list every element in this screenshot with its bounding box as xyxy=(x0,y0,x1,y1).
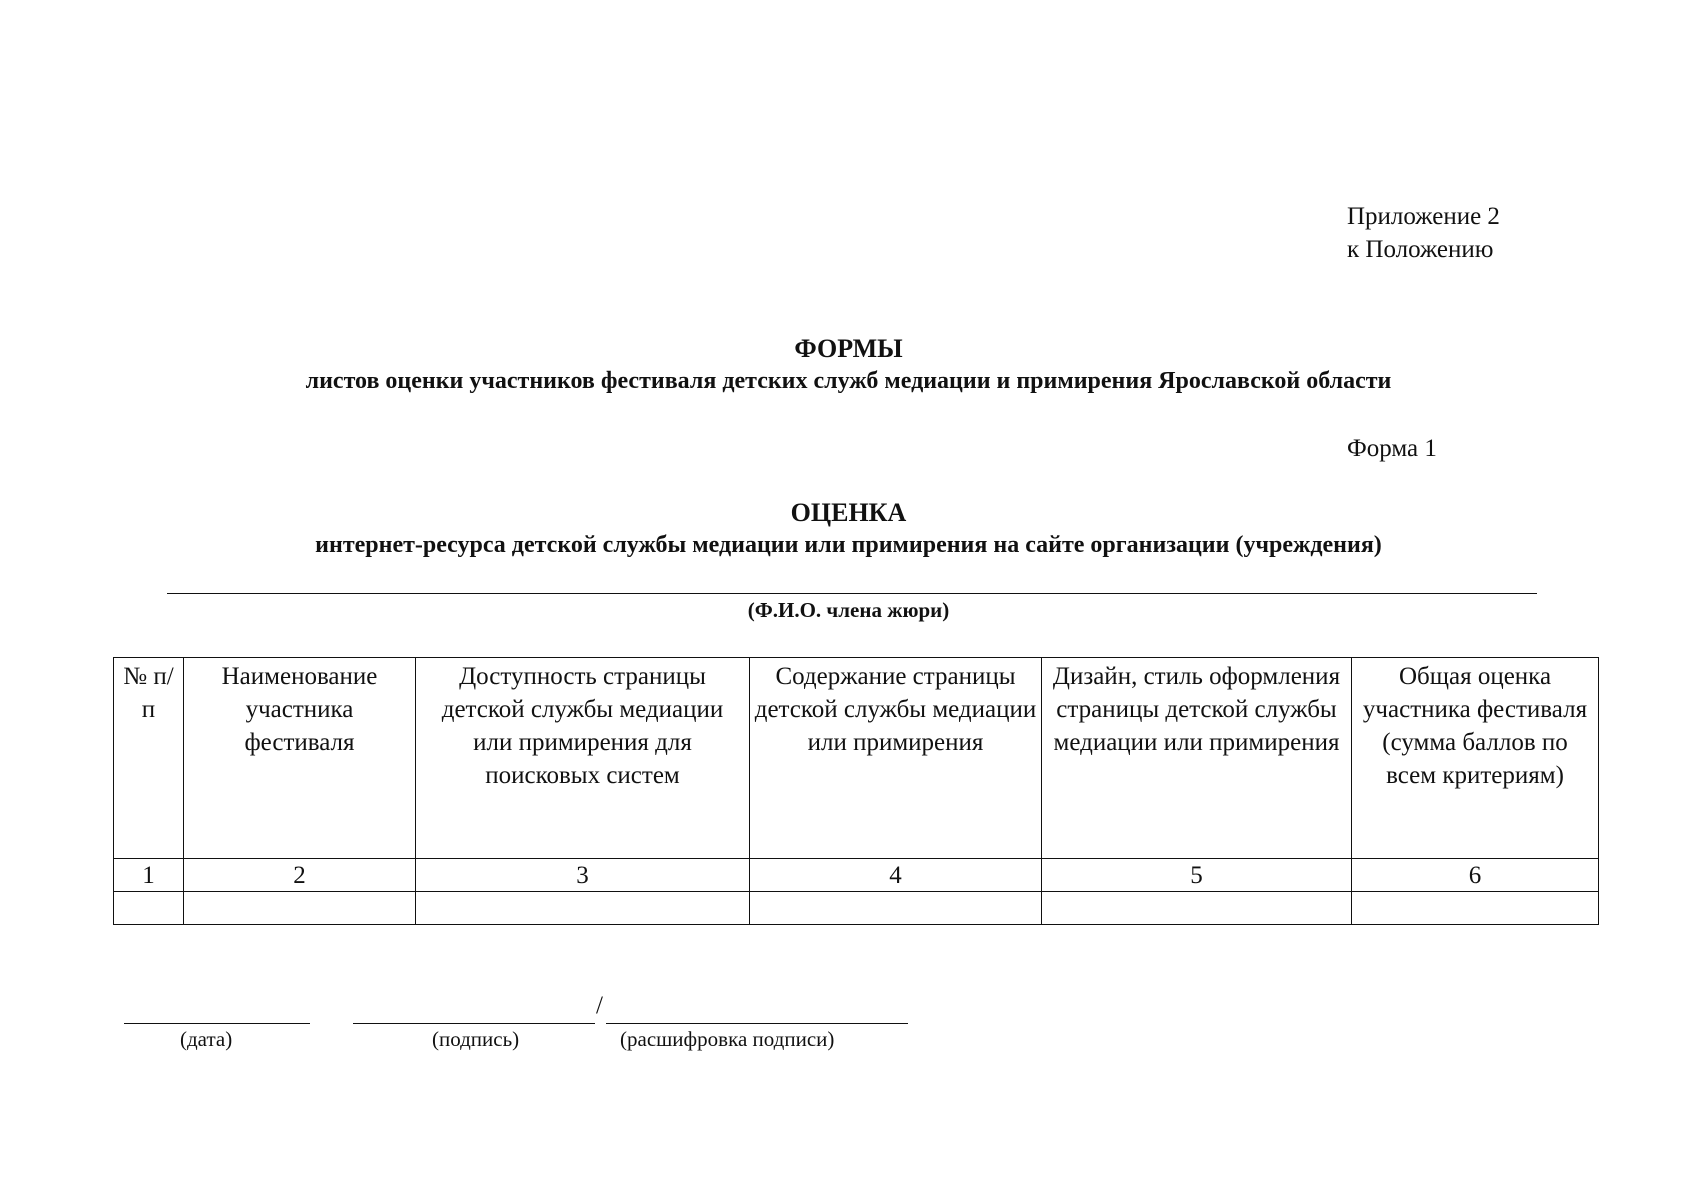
signature-line[interactable] xyxy=(353,1023,595,1024)
assessment-table xyxy=(113,657,1599,925)
empty-cell-content[interactable] xyxy=(750,892,1042,925)
appendix-reference xyxy=(1347,200,1500,266)
empty-cell-design[interactable] xyxy=(1042,892,1352,925)
column-number-4: 4 xyxy=(750,859,1042,892)
empty-cell-total[interactable] xyxy=(1352,892,1599,925)
form-number-label: Форма 1 xyxy=(1347,435,1437,462)
column-number-5: 5 xyxy=(1042,859,1352,892)
empty-cell-participant[interactable] xyxy=(184,892,416,925)
header-cell-number: № п/п xyxy=(114,658,184,859)
header-cell-participant: Наименование участника фестиваля xyxy=(184,658,416,859)
header-cell-accessibility: Доступность страницы детской службы медиации или примирения для поисковых систем xyxy=(416,658,750,859)
assessment-subtitle: интернет-ресурса детской службы медиации или примирения на сайте организации (учреждения) xyxy=(315,532,1382,558)
assessment-title: ОЦЕНКА xyxy=(790,498,907,527)
date-line[interactable] xyxy=(124,1023,310,1024)
empty-cell-number[interactable] xyxy=(114,892,184,925)
date-caption: (дата) xyxy=(180,1027,233,1051)
forms-title: ФОРМЫ xyxy=(794,334,903,363)
signature-slash: / xyxy=(596,992,603,1019)
signature-caption: (подпись) xyxy=(432,1027,520,1051)
header-cell-total: Общая оценка участника фестиваля (сумма баллов по всем критериям) xyxy=(1352,658,1599,859)
appendix-line-2: к Положению xyxy=(1347,236,1494,263)
empty-cell-accessibility[interactable] xyxy=(416,892,750,925)
table-row xyxy=(114,892,1599,925)
forms-subtitle: листов оценки участников фестиваля детских служб медиации и примирения Ярославской области xyxy=(305,368,1392,394)
header-cell-design: Дизайн, стиль оформления страницы детской службы медиации или примирения xyxy=(1042,658,1352,859)
signature-decode-line[interactable] xyxy=(606,1023,908,1024)
signature-decode-caption: (расшифровка подписи) xyxy=(620,1027,835,1051)
header-cell-content: Содержание страницы детской службы медиации или примирения xyxy=(750,658,1042,859)
column-number-1: 1 xyxy=(114,859,184,892)
appendix-line-1: Приложение 2 xyxy=(1347,203,1500,230)
column-number-2: 2 xyxy=(184,859,416,892)
column-number-3: 3 xyxy=(416,859,750,892)
table-number-row xyxy=(114,859,1599,892)
jury-name-line[interactable] xyxy=(167,593,1537,594)
jury-name-caption: (Ф.И.О. члена жюри) xyxy=(747,598,950,622)
column-number-6: 6 xyxy=(1352,859,1599,892)
table-header-row xyxy=(114,658,1599,859)
